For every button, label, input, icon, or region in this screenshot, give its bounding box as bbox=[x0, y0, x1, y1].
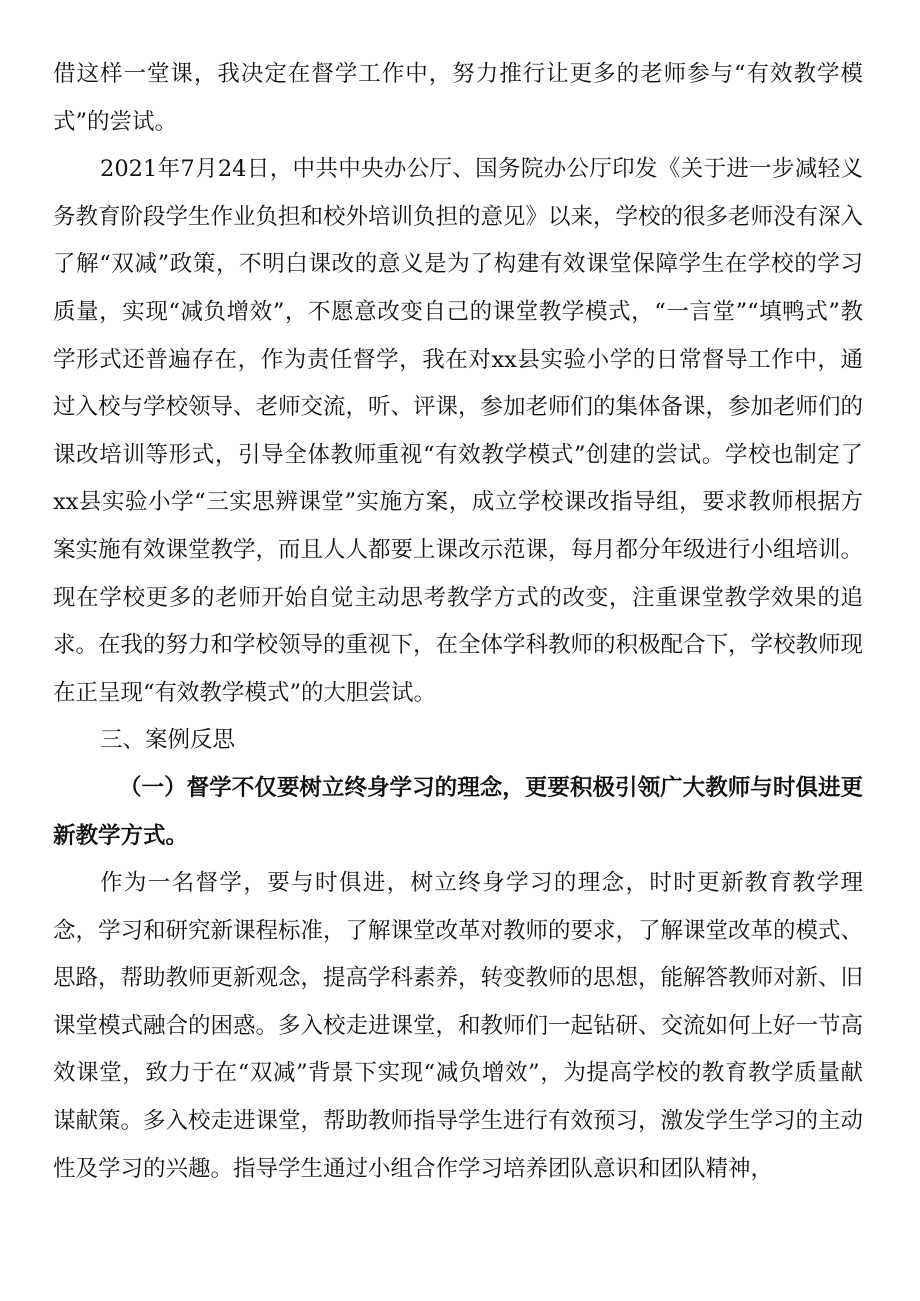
document-page bbox=[53, 51, 863, 1193]
paragraph-double-reduction: 2021年7月24日，中共中央办公厅、国务院办公厅印发《关于进一步减轻义务教育阶段学生作业负担和校外培训负担的意见》以来，学校的很多老师没有深入了解“双减”政策，不明白课改的意义是为了构建有效课堂保障学生在学校的学习质量，实现“减负增效”，不愿意改变自己的课堂教学模式，“一言堂”“填鸭式”教学形式还普遍存在，作为责任督学，我在对xx县实验小学的日常督导工作中，通过入校与学校领导、老师交流，听、评课，参加老师们的集体备课，参加老师们的课改培训等形式，引导全体教师重视“有效教学模式”创建的尝试。学校也制定了xx县实验小学“三实思辨课堂”实施方案，成立学校课改指导组，要求教师根据方案实施有效课堂教学，而且人人都要上课改示范课，每月都分年级进行小组培训。现在学校更多的老师开始自觉主动思考教学方式的改变，注重课堂教学效果的追求。在我的努力和学校领导的重视下，在全体学科教师的积极配合下，学校教师现在正呈现“有效教学模式”的大胆尝试。 bbox=[53, 156, 864, 706]
subsection-heading: （一）督学不仅要树立终身学习的理念，更要积极引领广大教师与时俱进更新教学方式。 bbox=[53, 774, 863, 849]
section-heading: 三、案例反思 bbox=[100, 727, 236, 754]
paragraph-reflection: 作为一名督学，要与时俱进，树立终身学习的理念，时时更新教育教学理念，学习和研究新课程标准，了解课堂改革对教师的要求，了解课堂改革的模式、思路，帮助教师更新观念，提高学科素养，转变教师的思想，能解答教师对新、旧课堂模式融合的困惑。多入校走进课堂，和教师们一起钻研、交流如何上好一节高效课堂，致力于在“双减”背景下实现“减负增效”，为提高学校的教育教学质量献谋献策。多入校走进课堂，帮助教师指导学生进行有效预习，激发学生学习的主动性及学习的兴趣。指导学生通过小组合作学习培养团队意识和团队精神， bbox=[53, 870, 864, 1182]
paragraph-continuation: 借这样一堂课，我决定在督学工作中，努力推行让更多的老师参与“有效教学模式”的尝试。 bbox=[53, 61, 863, 135]
